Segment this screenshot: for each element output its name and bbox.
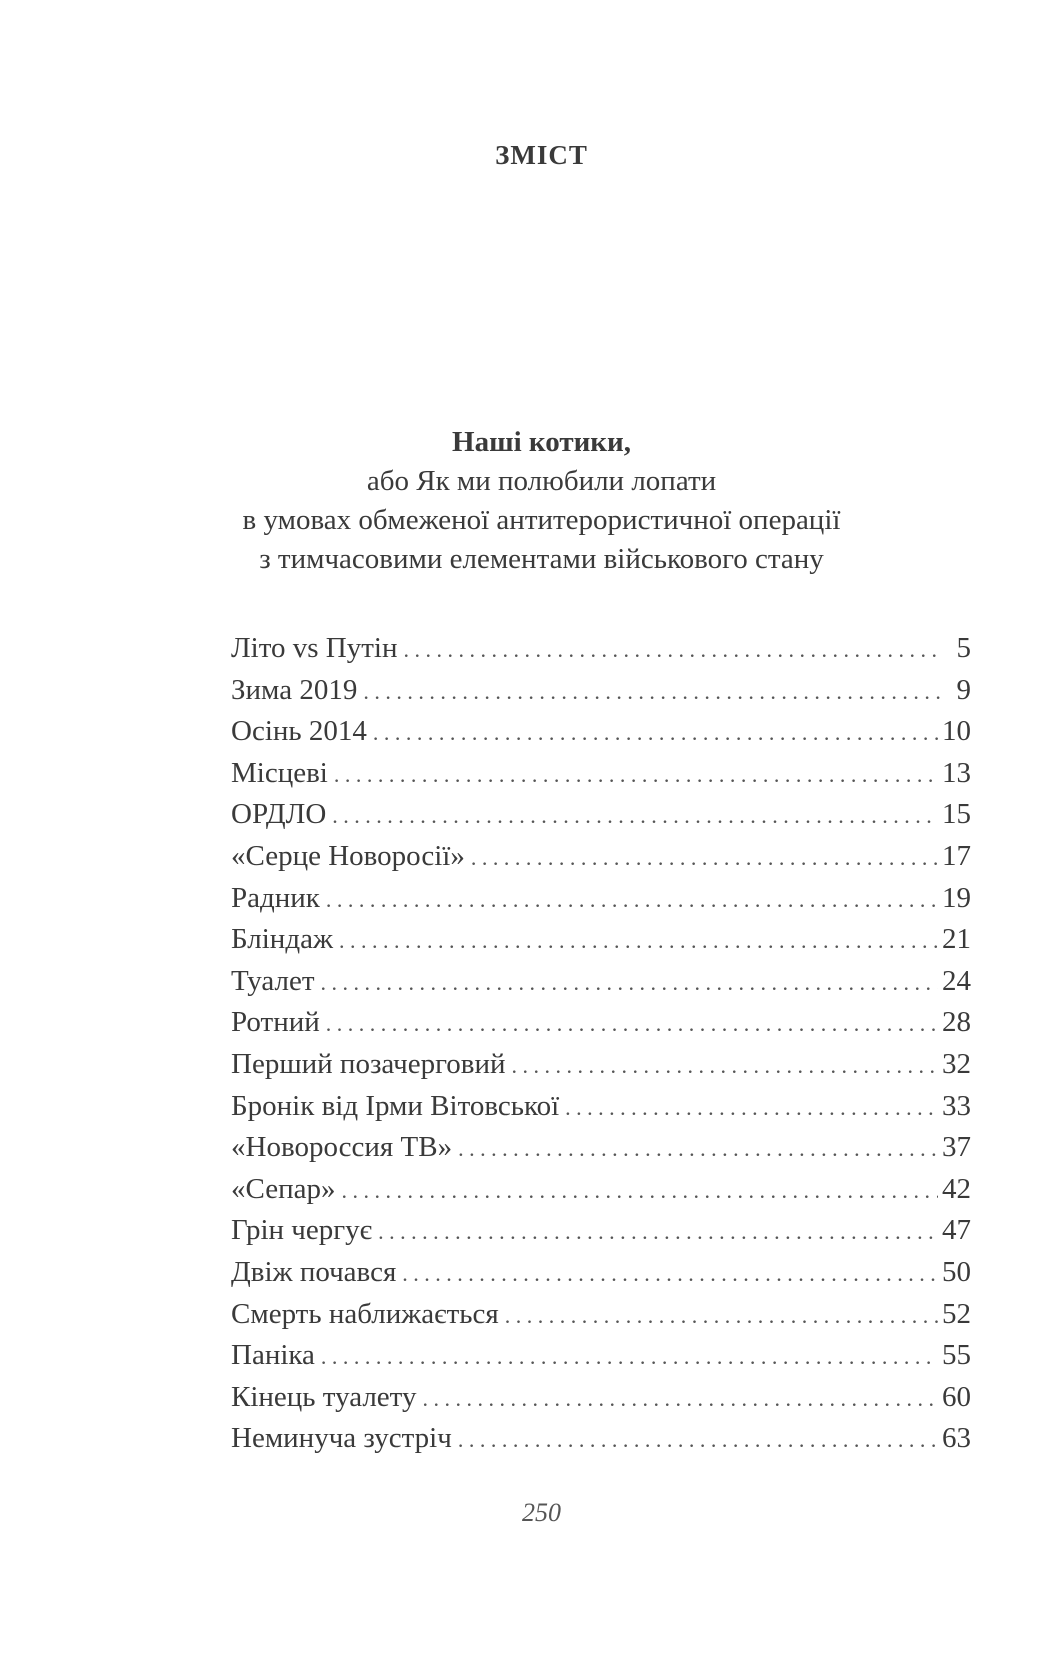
- toc-entry-title: Бліндаж: [231, 923, 333, 956]
- toc-dot-leader: [511, 1053, 938, 1079]
- toc-entry: [231, 1422, 971, 1464]
- toc-entry-title: Туалет: [231, 964, 315, 997]
- toc-dot-leader: [378, 1219, 938, 1245]
- toc-entry-title: ОРДЛО: [231, 798, 327, 831]
- section-subtitle-line-2: в умовах обмеженої антитерористичної операції: [242, 504, 841, 536]
- toc-entry-title: Грін чергує: [231, 1214, 373, 1247]
- toc-entry-page: 32: [942, 1047, 971, 1080]
- toc-dot-leader: [565, 1095, 938, 1121]
- toc-entry-page: 9: [956, 673, 971, 706]
- toc-entry-page: 47: [942, 1214, 971, 1247]
- toc-entry-page: 55: [942, 1339, 971, 1372]
- toc-entry: [231, 1298, 971, 1340]
- toc-entry-title: «Новороссия ТВ»: [231, 1131, 453, 1164]
- toc-entry-page: 28: [942, 1006, 971, 1039]
- toc-dot-leader: [458, 1136, 938, 1162]
- toc-dot-leader: [402, 1261, 938, 1287]
- toc-entry-title: Літо vs Путін: [231, 632, 398, 664]
- toc-entry: [231, 1214, 971, 1256]
- toc-dot-leader: [326, 1011, 938, 1037]
- toc-entry: [231, 923, 971, 965]
- toc-entry-page: 24: [942, 964, 971, 997]
- toc-dot-leader: [363, 679, 941, 705]
- toc-entry: [231, 757, 971, 799]
- toc-dot-leader: [321, 970, 938, 996]
- toc-entry-title: «Серце Новоросії»: [231, 839, 465, 872]
- table-of-contents: [231, 632, 971, 1464]
- toc-entry: [231, 715, 971, 757]
- toc-entry-title: «Сепар»: [231, 1172, 336, 1205]
- toc-dot-leader: [341, 1178, 938, 1204]
- toc-dot-leader: [373, 720, 938, 746]
- page-number: 250: [522, 1498, 561, 1527]
- toc-entry-title: Перший позачерговий: [231, 1047, 506, 1080]
- toc-entry: [231, 1048, 971, 1090]
- toc-entry-title: Осінь 2014: [231, 715, 367, 748]
- toc-entry-page: 19: [942, 881, 971, 914]
- toc-entry-page: 21: [942, 923, 971, 956]
- toc-dot-leader: [332, 803, 938, 829]
- toc-entry-page: 5: [956, 632, 971, 664]
- toc-entry-page: 60: [942, 1380, 971, 1413]
- section-title-block: [0, 423, 1063, 579]
- toc-entry-page: 33: [942, 1089, 971, 1122]
- toc-entry: [231, 1131, 971, 1173]
- toc-entry-page: 13: [942, 756, 971, 789]
- toc-entry: [231, 1090, 971, 1132]
- toc-entry: [231, 1381, 971, 1423]
- section-subtitle-line-3: з тимчасовими елементами військового стану: [259, 543, 824, 575]
- toc-entry: [231, 1006, 971, 1048]
- toc-entry: [231, 882, 971, 924]
- toc-entry-title: Бронік від Ірми Вітовської: [231, 1089, 560, 1122]
- toc-entry-page: 15: [942, 798, 971, 831]
- toc-dot-leader: [334, 762, 938, 788]
- toc-entry-title: Неминуча зустріч: [231, 1422, 452, 1455]
- toc-entry-page: 63: [942, 1422, 971, 1455]
- toc-dot-leader: [326, 887, 938, 913]
- page-heading: ЗМІСТ: [495, 140, 588, 170]
- toc-dot-leader: [471, 845, 938, 871]
- toc-entry-title: Місцеві: [231, 756, 328, 789]
- toc-entry: [231, 632, 971, 674]
- toc-entry-page: 52: [942, 1297, 971, 1330]
- toc-dot-leader: [321, 1344, 938, 1370]
- toc-entry: [231, 965, 971, 1007]
- toc-dot-leader: [404, 637, 942, 663]
- toc-dot-leader: [339, 928, 938, 954]
- toc-entry: [231, 674, 971, 716]
- toc-entry-page: 50: [942, 1255, 971, 1288]
- toc-entry: [231, 1256, 971, 1298]
- toc-entry-page: 42: [942, 1172, 971, 1205]
- toc-entry-title: Ротний: [231, 1006, 320, 1039]
- toc-entry: [231, 798, 971, 840]
- toc-entry-page: 37: [942, 1131, 971, 1164]
- toc-entry: [231, 840, 971, 882]
- toc-entry-page: 10: [942, 715, 971, 748]
- toc-entry-title: Смерть наближається: [231, 1297, 499, 1330]
- toc-entry-title: Паніка: [231, 1339, 315, 1372]
- section-subtitle-line-1: або Як ми полюбили лопати: [366, 465, 717, 497]
- toc-dot-leader: [458, 1427, 938, 1453]
- toc-entry-title: Кінець туалету: [231, 1380, 417, 1413]
- toc-entry: [231, 1173, 971, 1215]
- toc-dot-leader: [422, 1386, 938, 1412]
- toc-entry-title: Двіж почався: [231, 1255, 397, 1288]
- toc-entry: [231, 1339, 971, 1381]
- toc-entry-title: Зима 2019: [231, 673, 358, 706]
- section-title: Наші котики,: [452, 426, 631, 458]
- toc-dot-leader: [505, 1303, 938, 1329]
- toc-entry-title: Радник: [231, 881, 320, 914]
- toc-entry-page: 17: [942, 839, 971, 872]
